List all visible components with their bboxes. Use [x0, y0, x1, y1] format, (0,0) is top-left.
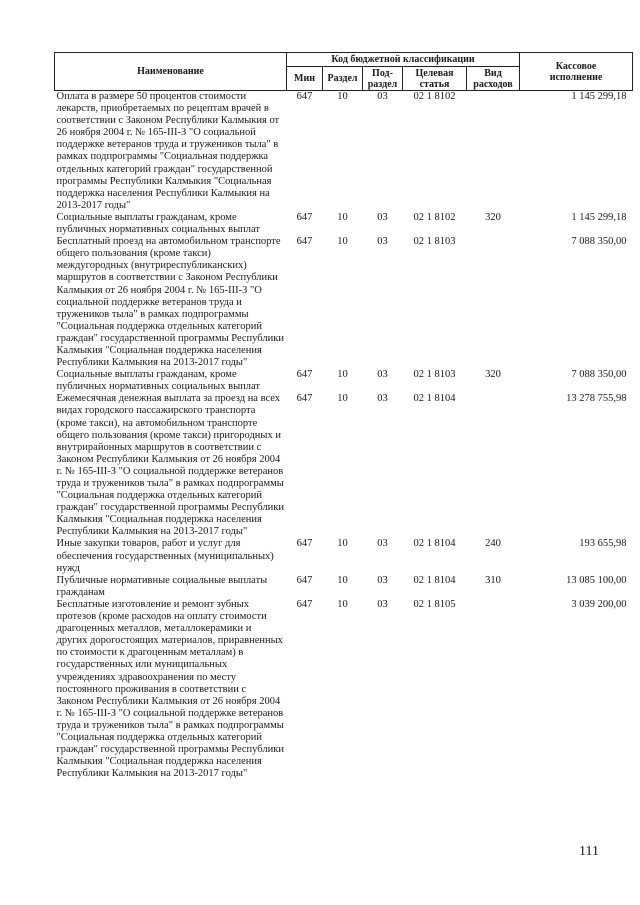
cell-vid: 320	[485, 369, 501, 381]
column-header-min: Мин	[287, 67, 323, 91]
column-header-name: Наименование	[55, 53, 287, 91]
page-number: 111	[579, 844, 599, 859]
table-row	[55, 236, 633, 369]
column-header-execution: Кассовое исполнение	[520, 53, 633, 91]
cell-podrazdel: 03	[377, 236, 388, 248]
cell-podrazdel: 03	[377, 211, 388, 223]
cell-razdel: 10	[337, 574, 348, 586]
cell-podrazdel: 03	[377, 598, 388, 610]
cell-name: Бесплатный проезд на автомобильном транспорте общего пользования (кроме такси) междугородных (внутриреспубликанских) маршрутов в соответствии с Законом Республики Калмыкия от 26 ноября 2004 г. № 165-III-З "О социальной поддержке ветеранов труда и тружеников тыла" в рамках подпрограммы "Социальная поддержка отдельных категорий граждан" государственной программы Республики Калмыкия "Социальная поддержка населения Республики Калмыкия на 2013-2017 годы"	[56, 236, 284, 369]
table-row	[55, 369, 633, 393]
cell-name: Социальные выплаты гражданам, кроме публичных нормативных социальных выплат	[56, 211, 260, 236]
cell-razdel: 10	[337, 598, 348, 610]
cell-amount: 7 088 350,00	[571, 369, 627, 381]
cell-razdel: 10	[337, 538, 348, 550]
cell-podrazdel: 03	[377, 393, 388, 405]
table-row	[55, 393, 633, 538]
cell-amount: 7 088 350,00	[571, 236, 627, 248]
cell-min: 647	[296, 393, 313, 405]
cell-vid: 320	[485, 211, 501, 223]
cell-min: 647	[296, 538, 313, 550]
cell-vid	[467, 91, 520, 212]
cell-amount: 3 039 200,00	[571, 598, 627, 610]
cell-name: Оплата в размере 50 процентов стоимости лекарств, приобретаемых по рецептам врачей в соответствии с Законом Республики Калмыкия от 26 ноября 2004 г. № 165-III-З "О социальной поддержке ветеранов труда и тружеников тыла" в рамках подпрограммы "Социальная поддержка отдельных категорий граждан" государственной программы Республики Калмыкия "Социальная поддержка населения Республики Калмыкия на 2013-2017 годы"	[56, 91, 280, 211]
table-header	[55, 53, 633, 91]
column-header-budget-code-group: Код бюджетной классификации	[287, 53, 520, 67]
cell-razdel: 10	[337, 236, 348, 248]
table-row	[55, 575, 633, 599]
budget-table	[54, 52, 633, 780]
cell-article: 02 1 8103	[413, 369, 456, 381]
cell-name: Иные закупки товаров, работ и услуг для обеспечения государственных (муниципальных) нужд	[56, 538, 274, 574]
cell-vid	[467, 236, 520, 369]
cell-amount: 13 085 100,00	[566, 574, 627, 586]
cell-razdel: 10	[337, 393, 348, 405]
cell-podrazdel: 03	[377, 574, 388, 586]
cell-min: 647	[296, 574, 313, 586]
table-row	[55, 212, 633, 236]
cell-vid: 240	[485, 538, 501, 550]
table-row	[55, 91, 633, 212]
cell-vid	[467, 393, 520, 538]
cell-amount: 1 145 299,18	[571, 91, 627, 102]
cell-article: 02 1 8104	[413, 538, 456, 550]
cell-article: 02 1 8104	[413, 574, 456, 586]
cell-article: 02 1 8103	[413, 236, 456, 248]
table-row	[55, 599, 633, 780]
cell-vid: 310	[485, 574, 501, 586]
cell-name: Публичные нормативные социальные выплаты гражданам	[56, 574, 268, 598]
cell-article: 02 1 8102	[413, 91, 456, 102]
cell-name: Социальные выплаты гражданам, кроме публичных нормативных социальных выплат	[56, 369, 260, 393]
cell-vid	[467, 599, 520, 780]
cell-name: Ежемесячная денежная выплата за проезд на всех видах городского пассажирского транспорта (кроме такси), на автомобильном транспорте общего пользования (кроме такси) пригородных и внутрирайонных маршрутов в соответствии с Законом Республики Калмыкия от 26 ноября 2004 г. № 165-III-З "О социальной поддержке ветеранов труда и тружеников тыла" в рамках подпрограммы "Социальная поддержка отдельных категорий граждан" государственной программы Республики Калмыкия "Социальная поддержка населения Республики Калмыкия на 2013-2017 годы"	[56, 393, 284, 538]
column-header-vid: Вид расходов	[467, 67, 520, 91]
cell-min: 647	[296, 211, 313, 223]
cell-amount: 193 655,98	[579, 538, 627, 550]
cell-podrazdel: 03	[377, 91, 388, 102]
cell-podrazdel: 03	[377, 538, 388, 550]
cell-min: 647	[296, 369, 313, 381]
cell-amount: 1 145 299,18	[571, 211, 627, 223]
budget-table-sheet	[54, 52, 632, 780]
table-row	[55, 538, 633, 574]
column-header-razdel: Раздел	[323, 67, 363, 91]
cell-razdel: 10	[337, 369, 348, 381]
cell-article: 02 1 8104	[413, 393, 456, 405]
cell-min: 647	[296, 598, 313, 610]
cell-min: 647	[296, 91, 313, 102]
cell-razdel: 10	[337, 91, 348, 102]
cell-amount: 13 278 755,98	[566, 393, 627, 405]
cell-article: 02 1 8102	[413, 211, 456, 223]
cell-podrazdel: 03	[377, 369, 388, 381]
column-header-podrazdel: Под- раздел	[363, 67, 403, 91]
cell-razdel: 10	[337, 211, 348, 223]
cell-min: 647	[296, 236, 313, 248]
cell-article: 02 1 8105	[413, 598, 456, 610]
column-header-article: Целевая статья	[403, 67, 467, 91]
cell-name: Бесплатные изготовление и ремонт зубных протезов (кроме расходов на оплату стоимости драгоценных металлов, металлокерамики и других дорогостоящих материалов, приравненных по стоимости к драгоценным металлам) в государственных или муниципальных учреждениях здравоохранения по месту постоянного проживания в соответствии с Законом Республики Калмыкия от 26 ноября 2004 г. № 165-III-З "О социальной поддержке ветеранов труда и тружеников тыла" в рамках подпрограммы "Социальная поддержка отдельных категорий граждан" государственной программы Республики Калмыкия "Социальная поддержка населения Республики Калмыкия на 2013-2017 годы"	[56, 598, 284, 780]
